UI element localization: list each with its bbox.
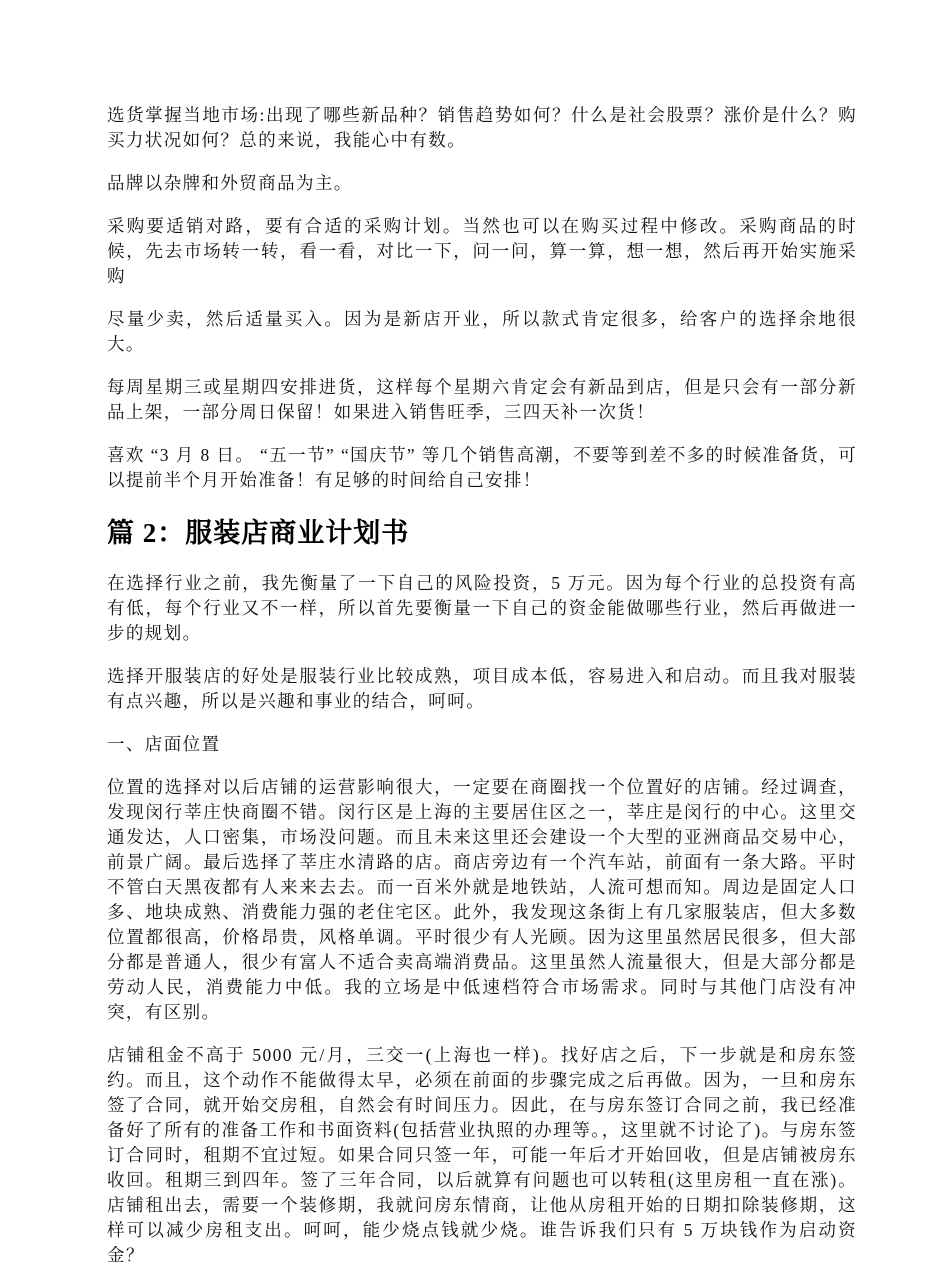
paragraph-rent-and-lease: 店铺租金不高于 5000 元/月，三交一(上海也一样)。找好店之后，下一步就是和房东签约。而且，这个动作不能做得太早，必须在前面的步骤完成之后再做。因为，一旦和房东签了合同，就开始交房租，自然会有时间压力。因此，在与房东签订合同之前，我已经准备好了所有的准备工作和书面资料(包括营业执照的办理等。，这里就不讨论了)。与房东签订合同时，租期不宜过短。如果合同只签一年，可能一年后才开始回收，但是店铺被房东收回。租期三到四年。签了三年合同，以后就算有问题也可以转租(这里房租一直在涨)。店铺租出去，需要一个装修期，我就问房东情商，让他从房租开始的日期扣除装修期，这样可以减少房租支出。呵呵，能少烧点钱就少烧。谁告诉我们只有 5 万块钱作为启动资金？ [107,1045,857,1265]
paragraph-location-analysis: 位置的选择对以后店铺的运营影响很大，一定要在商圈找一个位置好的店铺。经过调查，发现闵行莘庄快商圈不错。闵行区是上海的主要居住区之一，莘庄是闵行的中心。这里交通发达，人口密集，市场没问题。而且未来这里还会建设一个大型的亚洲商品交易中心，前景广阔。最后选择了莘庄水清路的店。商店旁边有一个汽车站，前面有一条大路。平时不管白天黑夜都有人来来去去。而一百米外就是地铁站，人流可想而知。周边是固定人口多、地块成熟、消费能力强的老住宅区。此外，我发现这条街上有几家服装店，但大多数位置都很高，价格昂贵，风格单调。平时很少有人光顾。因为这里虽然居民很多，但大部分都是普通人，很少有富人不适合卖高端消费品。这里虽然人流量很大，但是大部分都是劳动人民，消费能力中低。我的立场是中低速档符合市场需求。同时与其他门店没有冲突，有区别。 [107,777,857,1022]
paragraph-stock-selection: 选货掌握当地市场:出现了哪些新品种？销售趋势如何？什么是社会股票？涨价是什么？购买力状况如何？总的来说，我能心中有数。 [107,105,857,150]
paragraph-weekly-restock: 每周星期三或星期四安排进货，这样每个星期六肯定会有新品到店，但是只会有一部分新品上架，一部分周日保留！如果进入销售旺季，三四天补一次货！ [107,377,857,422]
paragraph-sales-peaks: 喜欢 “3 月 8 日。 “五一节” “国庆节” 等几个销售高潮，不要等到差不多的时候准备货，可以提前半个月开始准备！有足够的时间给自己安排！ [107,445,857,490]
paragraph-buy-less: 尽量少卖，然后适量买入。因为是新店开业，所以款式肯定很多，给客户的选择余地很大。 [107,309,857,354]
paragraph-purchasing-plan: 采购要适销对路，要有合适的采购计划。当然也可以在购买过程中修改。采购商品的时候，先去市场转一转，看一看，对比一下，问一问，算一算，想一想，然后再开始实施采购 [107,216,857,286]
subheading-store-location: 一、店面位置 [107,734,221,754]
paragraph-why-clothing: 选择开服装店的好处是服装行业比较成熟，项目成本低，容易进入和启动。而且我对服装有点兴趣，所以是兴趣和事业的结合，呵呵。 [107,666,857,711]
paragraph-risk-investment: 在选择行业之前，我先衡量了一下自己的风险投资，5 万元。因为每个行业的总投资有高有低，每个行业又不一样，所以首先要衡量一下自己的资金能做哪些行业，然后再做进一步的规划。 [107,573,857,643]
paragraph-brands: 品牌以杂牌和外贸商品为主。 [107,173,353,193]
section-heading-business-plan: 篇 2：服装店商业计划书 [107,518,410,548]
